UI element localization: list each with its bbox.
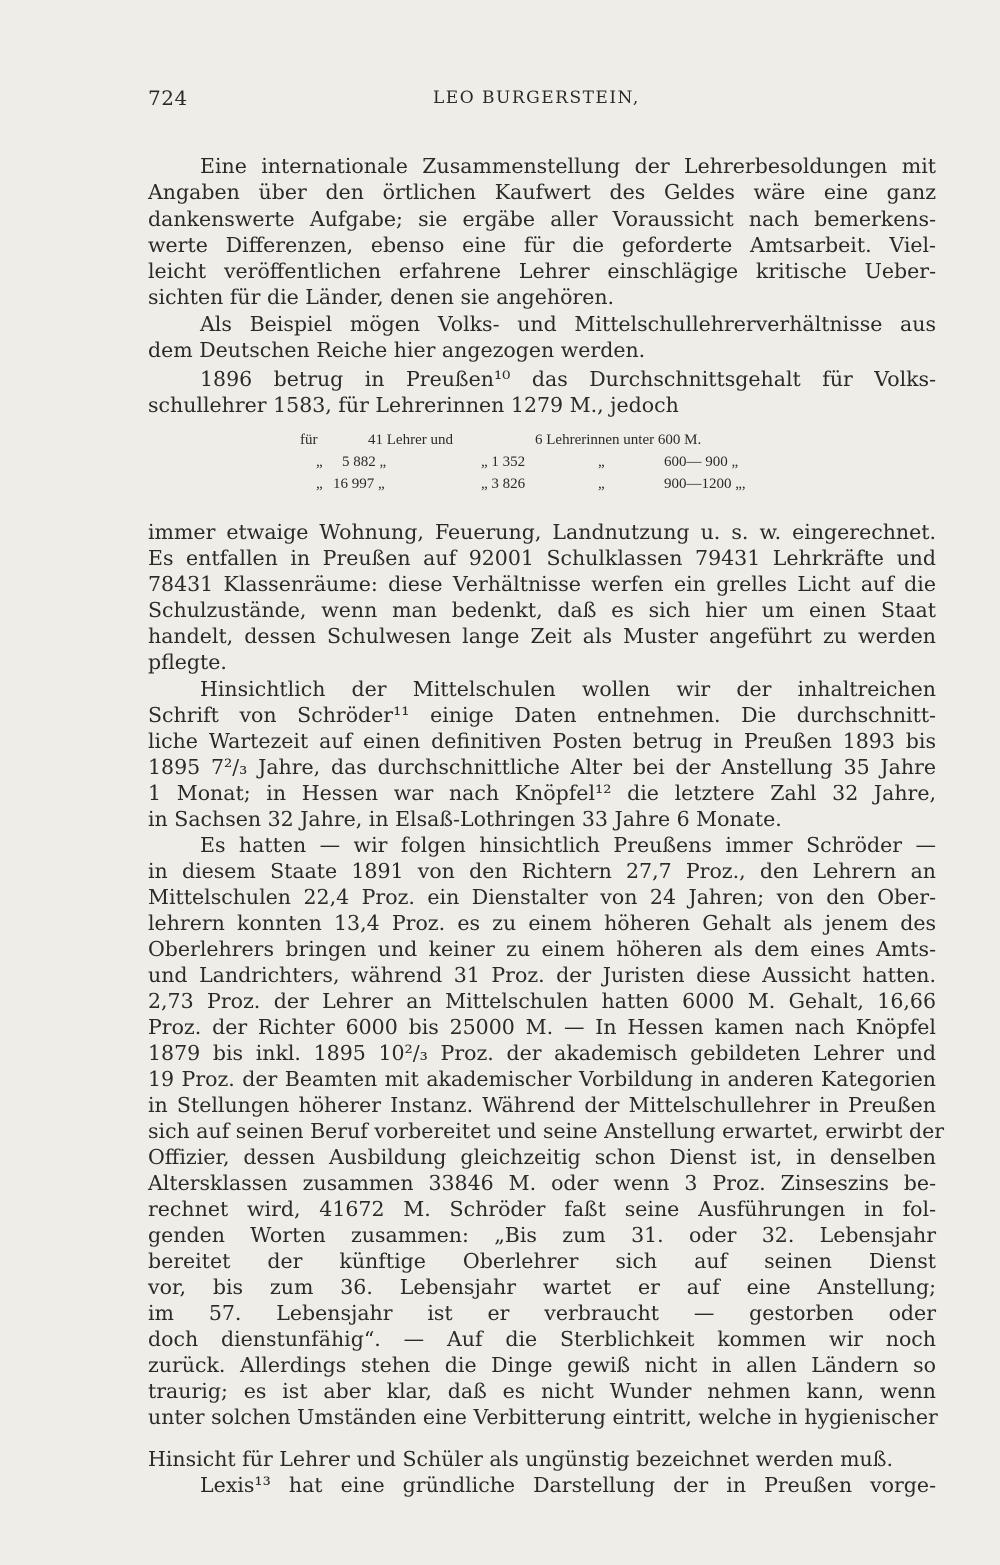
text-line: schullehrer 1583, für Lehrerinnen 1279 M., jedoch	[148, 393, 679, 417]
text-line: 1896 betrug in Preußen¹⁰ das Durchschnittsgehalt für Volks-	[200, 367, 936, 391]
text-line: leicht veröffentlichen erfahrene Lehrer einschlägige kritische Ueber-	[148, 259, 936, 283]
text-line: in diesem Staate 1891 von den Richtern 27,7 Proz., den Lehrern an	[148, 859, 936, 883]
text-line: 1 Monat; in Hessen war nach Knöpfel¹² die letztere Zahl 32 Jahre,	[148, 781, 936, 805]
text-line: dem Deutschen Reiche hier angezogen werden.	[148, 338, 646, 362]
text-line: lehrern konnten 13,4 Proz. es zu einem höheren Gehalt als jenem des	[148, 911, 936, 935]
text-line: Proz. der Richter 6000 bis 25000 M. — In Hessen kamen nach Knöpfel	[148, 1015, 936, 1039]
page-number: 724	[148, 86, 188, 110]
running-header	[148, 86, 936, 116]
text-line: rechnet wird, 41672 M. Schröder faßt seine Ausführungen in fol-	[148, 1197, 936, 1221]
table-cell: „ 3 826	[481, 476, 526, 492]
text-line: Hinsichtlich der Mittelschulen wollen wir der inhaltreichen	[200, 677, 936, 701]
text-line: liche Wartezeit auf einen definitiven Posten betrug in Preußen 1893 bis	[148, 729, 936, 753]
text-line: Es hatten — wir folgen hinsichtlich Preußens immer Schröder —	[200, 833, 936, 857]
text-line: in Stellungen höherer Instanz. Während der Mittelschullehrer in Preußen	[148, 1093, 936, 1117]
text-line: Mittelschulen 22,4 Proz. ein Dienstalter von 24 Jahren; von den Ober-	[148, 885, 936, 909]
text-line: traurig; es ist aber klar, daß es nicht Wunder nehmen kann, wenn	[148, 1379, 936, 1403]
text-line: unter solchen Umständen eine Verbitterung eintritt, welche in hygienischer	[148, 1405, 938, 1429]
text-line: Hinsicht für Lehrer und Schüler als ungünstig bezeichnet werden muß.	[148, 1447, 893, 1471]
text-line: Schrift von Schröder¹¹ einige Daten entnehmen. Die durchschnitt-	[148, 703, 936, 727]
text-line: Angaben über den örtlichen Kaufwert des Geldes wäre eine ganz	[148, 180, 936, 204]
table-cell: 900—1200 „,	[664, 476, 746, 492]
text-line: dankenswerte Aufgabe; sie ergäbe aller Voraussicht nach bemerkens-	[148, 207, 936, 231]
text-line: Als Beispiel mögen Volks- und Mittelschullehrerverhältnisse aus	[200, 312, 936, 336]
text-line: sichten für die Länder, denen sie angehören.	[148, 285, 615, 309]
text-line: vor, bis zum 36. Lebensjahr wartet er auf eine Anstellung;	[148, 1275, 936, 1299]
text-line: im 57. Lebensjahr ist er verbraucht — gestorben oder	[148, 1301, 936, 1325]
text-line: Es entfallen in Preußen auf 92001 Schulklassen 79431 Lehrkräfte und	[148, 546, 936, 570]
text-line: Eine internationale Zusammenstellung der Lehrerbesoldungen mit	[200, 154, 936, 178]
text-line: immer etwaige Wohnung, Feuerung, Landnutzung u. s. w. eingerechnet.	[148, 520, 936, 544]
text-line: Altersklassen zusammen 33846 M. oder wenn 3 Proz. Zinseszins be-	[148, 1171, 936, 1195]
text-line: 1879 bis inkl. 1895 10²/₃ Proz. der akademisch gebildeten Lehrer und	[148, 1041, 936, 1065]
table-cell: 600— 900 „	[664, 454, 739, 470]
text-line: werte Differenzen, ebenso eine für die geforderte Amtsarbeit. Viel-	[148, 233, 936, 257]
table-cell: „	[598, 454, 605, 470]
table-cell: 41 Lehrer und	[368, 432, 453, 448]
text-line: und Landrichters, während 31 Proz. der Juristen diese Aussicht hatten.	[148, 963, 936, 987]
table-cell: für	[300, 432, 318, 448]
text-line: 1895 7²/₃ Jahre, das durchschnittliche Alter bei der Anstellung 35 Jahre	[148, 755, 936, 779]
text-line: 2,73 Proz. der Lehrer an Mittelschulen hatten 6000 M. Gehalt, 16,66	[148, 989, 936, 1013]
table-cell: „	[316, 476, 323, 492]
text-line: sich auf seinen Beruf vorbereitet und seine Anstellung erwartet, erwirbt der	[148, 1119, 945, 1143]
text-line: zurück. Allerdings stehen die Dinge gewiß nicht in allen Ländern so	[148, 1353, 936, 1377]
table-cell: 16 997 „	[333, 476, 385, 492]
text-line: genden Worten zusammen: „Bis zum 31. oder 32. Lebensjahr	[148, 1223, 936, 1247]
text-line: Offizier, dessen Ausbildung gleichzeitig schon Dienst ist, in denselben	[148, 1145, 936, 1169]
table-cell: „ 1 352	[481, 454, 526, 470]
table-cell: 6 Lehrerinnen unter 600 M.	[535, 432, 702, 448]
text-line: doch dienstunfähig“. — Auf die Sterblichkeit kommen wir noch	[148, 1327, 936, 1351]
table-cell: 5 882 „	[342, 454, 387, 470]
text-line: Lexis¹³ hat eine gründliche Darstellung der in Preußen vorge-	[200, 1473, 936, 1497]
table-cell: „	[316, 454, 323, 470]
text-line: Schulzustände, wenn man bedenkt, daß es sich hier um einen Staat	[148, 598, 936, 622]
table-cell: „	[598, 476, 605, 492]
running-head-author: LEO BURGERSTEIN,	[433, 88, 640, 108]
text-line: bereitet der künftige Oberlehrer sich auf seinen Dienst	[148, 1249, 936, 1273]
text-line: 78431 Klassenräume: diese Verhältnisse werfen ein grelles Licht auf die	[148, 572, 936, 596]
text-line: Oberlehrers bringen und keiner zu einem höheren als dem eines Amts-	[148, 937, 936, 961]
text-line: 19 Proz. der Beamten mit akademischer Vorbildung in anderen Kategorien	[148, 1067, 936, 1091]
text-line: handelt, dessen Schulwesen lange Zeit als Muster angeführt zu werden	[148, 624, 936, 648]
text-line: pflegte.	[148, 650, 227, 674]
text-line: in Sachsen 32 Jahre, in Elsaß-Lothringen 33 Jahre 6 Monate.	[148, 807, 782, 831]
